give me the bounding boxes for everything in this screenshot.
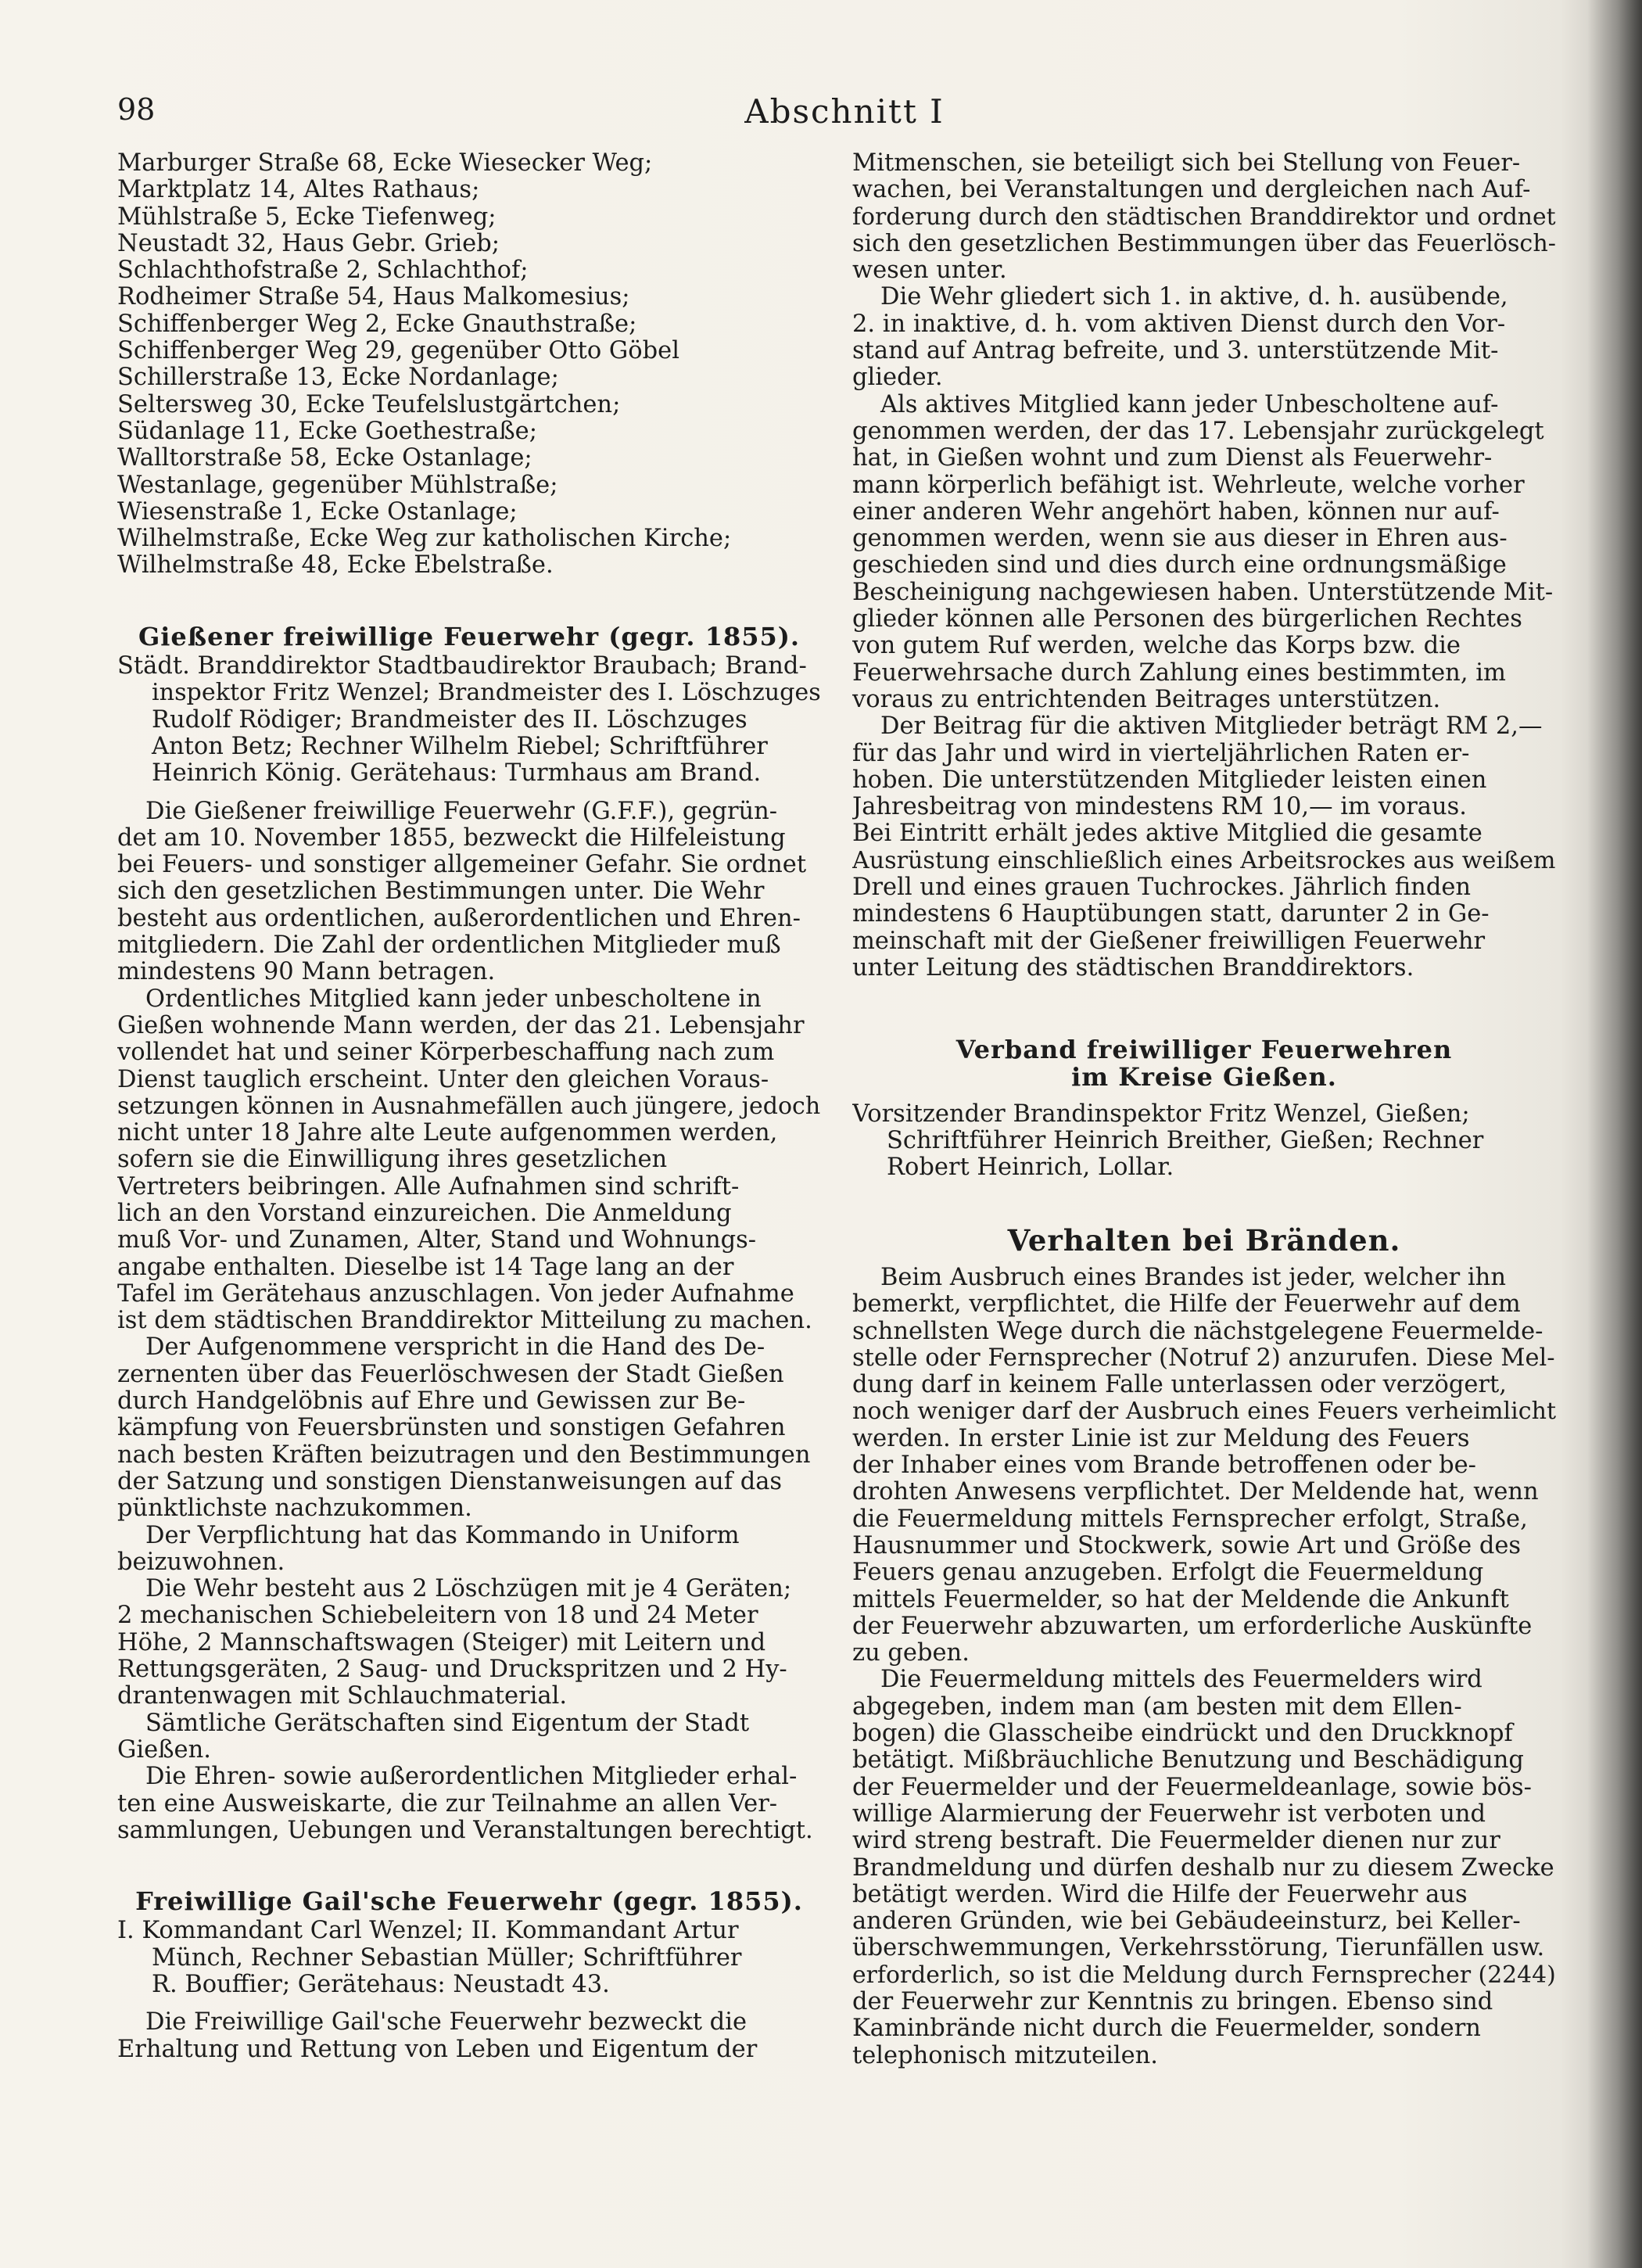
- paragraph-line: Als aktives Mitglied kann jeder Unbescholtene auf-: [880, 391, 1499, 418]
- paragraph-line: ten eine Ausweiskarte, die zur Teilnahme an allen Ver-: [117, 1790, 778, 1818]
- paragraph-line: glieder können alle Personen des bürgerlichen Rechtes: [852, 606, 1522, 633]
- paragraph-line: Rettungsgeräten, 2 Saug- und Druckspritzen und 2 Hy-: [117, 1656, 787, 1684]
- paragraph-line: durch Handgelöbnis auf Ehre und Gewissen zur Be-: [117, 1388, 746, 1416]
- officers-line: Robert Heinrich, Lollar.: [887, 1154, 1174, 1182]
- fire-alarm-address: Südanlage 11, Ecke Goethestraße;: [117, 418, 537, 445]
- paragraph-line: genommen werden, der das 17. Lebensjahr zurückgelegt: [852, 418, 1544, 445]
- paragraph-line: zernenten über das Feuerlöschwesen der Stadt Gießen: [117, 1361, 784, 1388]
- spacer: [852, 1090, 1556, 1101]
- paragraph-line: Vertreters beibringen. Alle Aufnahmen sind schrift-: [117, 1173, 740, 1200]
- paragraph-line: der Satzung und sonstigen Dienstanweisungen auf das: [117, 1468, 783, 1495]
- paragraph-line: telephonisch mitzuteilen.: [852, 2042, 1158, 2069]
- officers-line: Vorsitzender Brandinspektor Fritz Wenzel, Gießen;: [852, 1100, 1470, 1128]
- paragraph-line: sammlungen, Uebungen und Veranstaltungen berechtigt.: [117, 1817, 813, 1844]
- paragraph-line: der Feuerwehr abzuwarten, um erforderliche Auskünfte: [852, 1613, 1533, 1640]
- spacer: [852, 1182, 1556, 1227]
- spacer: [852, 981, 1556, 1036]
- paragraph-line: der Inhaber eines vom Brande betroffenen oder be-: [852, 1452, 1476, 1480]
- paragraph-line: Bei Eintritt erhält jedes aktive Mitglied die gesamte: [852, 820, 1482, 848]
- paragraph-line: pünktlichste nachzukommen.: [117, 1495, 472, 1523]
- officers-line: inspektor Fritz Wenzel; Brandmeister des I. Löschzuges: [152, 680, 821, 707]
- paragraph-line: sofern sie die Einwilligung ihres gesetzlichen: [117, 1147, 668, 1174]
- paragraph-line: schnellsten Wege durch die nächstgelegene Feuermelde-: [852, 1318, 1543, 1345]
- paragraph-line: nicht unter 18 Jahre alte Leute aufgenommen werden,: [117, 1120, 778, 1147]
- officers-line: Anton Betz; Rechner Wilhelm Riebel; Schriftführer: [152, 733, 768, 760]
- paragraph-line: unter Leitung des städtischen Branddirektors.: [852, 954, 1414, 981]
- paragraph-line: Ausrüstung einschließlich eines Arbeitsrockes aus weißem: [852, 847, 1556, 874]
- paragraph-line: drantenwagen mit Schlauchmaterial.: [117, 1683, 568, 1710]
- paragraph-line: werden. In erster Linie ist zur Meldung des Feuers: [852, 1425, 1470, 1452]
- paragraph-line: 2 mechanischen Schiebeleitern von 18 und 24 Meter: [117, 1602, 758, 1630]
- paragraph-line: mann körperlich befähigt ist. Wehrleute, welche vorher: [852, 472, 1525, 499]
- paragraph-line: Der Aufgenommene verspricht in die Hand des De-: [145, 1334, 765, 1362]
- paragraph-line: willige Alarmierung der Feuerwehr ist verboten und: [852, 1800, 1486, 1828]
- paragraph-line: Höhe, 2 Mannschaftswagen (Steiger) mit Leitern und: [117, 1629, 766, 1656]
- paragraph-line: bogen) die Glasscheibe eindrückt und den Druckknopf: [852, 1721, 1513, 1748]
- paragraph-line: Jahresbeitrag von mindestens RM 10,— im voraus.: [852, 794, 1467, 821]
- paragraph-line: wesen unter.: [852, 257, 1007, 285]
- paragraph-line: der Feuerwehr zur Kenntnis zu bringen. Ebenso sind: [852, 1989, 1493, 2015]
- spacer: [117, 788, 821, 798]
- paragraph-line: forderung durch den städtischen Branddirektor und ordnet: [852, 203, 1556, 231]
- fire-alarm-address: Wilhelmstraße 48, Ecke Ebelstraße.: [117, 552, 554, 580]
- paragraph-line: vollendet hat und seiner Körperbeschaffung nach zum: [117, 1039, 775, 1067]
- fire-alarm-address: Seltersweg 30, Ecke Teufelslustgärtchen;: [117, 391, 621, 418]
- paragraph-line: Dienst tauglich erscheint. Unter den gleichen Voraus-: [117, 1066, 769, 1093]
- officers-line: Schriftführer Heinrich Breither, Gießen; Rechner: [887, 1128, 1484, 1155]
- paragraph-line: Beim Ausbruch eines Brandes ist jeder, welcher ihn: [880, 1264, 1506, 1291]
- spacer: [117, 580, 821, 623]
- paragraph-line: Der Verpflichtung hat das Kommando in Uniform: [145, 1522, 740, 1549]
- paragraph-line: nach besten Kräften beizutragen und den Bestimmungen: [117, 1441, 811, 1469]
- fire-alarm-address: Schlachthofstraße 2, Schlachthof;: [117, 257, 529, 285]
- fire-alarm-address: Wilhelmstraße, Ecke Weg zur katholischen Kirche;: [117, 526, 732, 553]
- section-heading-verhalten: Verhalten bei Bränden.: [1007, 1222, 1401, 1258]
- paragraph-line: wachen, bei Veranstaltungen und dergleichen nach Auf-: [852, 177, 1531, 204]
- fire-alarm-address: Schillerstraße 13, Ecke Nordanlage;: [117, 364, 559, 392]
- officers-line: Städt. Branddirektor Stadtbaudirektor Braubach; Brand-: [117, 653, 807, 680]
- paragraph-line: Die Feuermeldung mittels des Feuermelders wird: [880, 1667, 1482, 1694]
- officers-line: Rudolf Rödiger; Brandmeister des II. Löschzuges: [152, 706, 748, 734]
- paragraph-line: Drell und eines grauen Tuchrockes. Jährlich finden: [852, 874, 1472, 902]
- fire-alarm-address: Marktplatz 14, Altes Rathaus;: [117, 177, 480, 204]
- paragraph-line: Die Freiwillige Gail'sche Feuerwehr bezweckt die: [145, 2009, 747, 2037]
- page-number: 98: [117, 92, 156, 127]
- paragraph-line: bei Feuers- und sonstiger allgemeiner Gefahr. Sie ordnet: [117, 852, 807, 879]
- fire-alarm-address: Marburger Straße 68, Ecke Wiesecker Weg;: [117, 150, 653, 177]
- running-head: Abschnitt I: [744, 92, 945, 131]
- officers-line: Münch, Rechner Sebastian Müller; Schriftführer: [152, 1944, 742, 1972]
- paragraph-line: wird streng bestraft. Die Feuermelder dienen nur zur: [852, 1828, 1500, 1855]
- paragraph-line: muß Vor- und Zunamen, Alter, Stand und Wohnungs-: [117, 1227, 757, 1254]
- paragraph-line: hoben. Die unterstützenden Mitglieder leisten einen: [852, 766, 1487, 794]
- section-heading-verband-line2: im Kreise Gießen.: [1071, 1061, 1337, 1092]
- paragraph-line: dung darf in keinem Falle unterlassen oder verzögert,: [852, 1372, 1507, 1399]
- paragraph-line: von gutem Ruf werden, welche das Korps bzw. die: [852, 633, 1461, 660]
- page-binding-shadow: [1587, 0, 1642, 2268]
- page-header: [117, 92, 1572, 139]
- officers-line: R. Bouffier; Gerätehaus: Neustadt 43.: [152, 1972, 610, 1998]
- paragraph-line: Gießen.: [117, 1736, 211, 1764]
- paragraph-line: überschwemmungen, Verkehrsstörung, Tierunfällen usw.: [852, 1935, 1545, 1962]
- paragraph-line: Erhaltung und Rettung von Leben und Eigentum der: [117, 2036, 758, 2063]
- paragraph-line: bemerkt, verpflichtet, die Hilfe der Feuerwehr auf dem: [852, 1291, 1521, 1319]
- fire-alarm-address: Mühlstraße 5, Ecke Tiefenweg;: [117, 203, 497, 231]
- paragraph-line: erforderlich, so ist die Meldung durch Fernsprecher (2244): [852, 1961, 1556, 1989]
- paragraph-line: Sämtliche Gerätschaften sind Eigentum der Stadt: [145, 1710, 750, 1737]
- paragraph-line: die Feuermeldung mittels Fernsprecher erfolgt, Straße,: [852, 1505, 1528, 1533]
- paragraph-line: Gießen wohnende Mann werden, der das 21. Lebensjahr: [117, 1012, 805, 1039]
- paragraph-line: Ordentliches Mitglied kann jeder unbescholtene in: [145, 985, 762, 1013]
- paragraph-line: Tafel im Gerätehaus anzuschlagen. Von jeder Aufnahme: [117, 1280, 794, 1308]
- paragraph-line: Der Beitrag für die aktiven Mitglieder beträgt RM 2,—: [880, 713, 1543, 741]
- paragraph-line: Die Gießener freiwillige Feuerwehr (G.F.F.), gegrün-: [145, 798, 778, 825]
- paragraph-line: genommen werden, wenn sie aus dieser in Ehren aus-: [852, 526, 1508, 553]
- paragraph-line: sich den gesetzlichen Bestimmungen über das Feuerlösch-: [852, 230, 1556, 257]
- paragraph-line: voraus zu entrichtenden Beitrages unterstützen.: [852, 686, 1441, 713]
- paragraph-line: setzungen können in Ausnahmefällen auch jüngere, jedoch: [117, 1093, 821, 1120]
- paragraph-line: kämpfung von Feuersbrünsten und sonstigen Gefahren: [117, 1415, 786, 1442]
- paragraph-line: Die Ehren- sowie außerordentlichen Mitglieder erhal-: [145, 1764, 798, 1791]
- paragraph-line: Hausnummer und Stockwerk, sowie Art und Größe des: [852, 1532, 1522, 1559]
- paragraph-line: mindestens 90 Mann betragen.: [117, 959, 496, 986]
- paragraph-line: 2. in inaktive, d. h. vom aktiven Dienst durch den Vor-: [852, 310, 1506, 338]
- fire-alarm-address: Rodheimer Straße 54, Haus Malkomesius;: [117, 284, 630, 311]
- paragraph-line: stand auf Antrag befreite, und 3. unterstützende Mit-: [852, 338, 1499, 365]
- paragraph-line: meinschaft mit der Gießener freiwilligen Feuerwehr: [852, 928, 1486, 955]
- paragraph-line: noch weniger darf der Ausbruch eines Feuers verheimlicht: [852, 1398, 1556, 1426]
- paragraph-line: Bescheinigung nachgewiesen haben. Unterstützende Mit-: [852, 579, 1554, 606]
- paragraph-line: angabe enthalten. Dieselbe ist 14 Tage lang an der: [117, 1254, 734, 1281]
- paragraph-line: hat, in Gießen wohnt und zum Dienst als Feuerwehr-: [852, 445, 1493, 472]
- fire-alarm-address: Wiesenstraße 1, Ecke Ostanlage;: [117, 498, 518, 526]
- paragraph-line: besteht aus ordentlichen, außerordentlichen und Ehren-: [117, 905, 801, 932]
- paragraph-line: Brandmeldung und dürfen deshalb nur zu diesem Zwecke: [852, 1854, 1554, 1882]
- paragraph-line: Mitmenschen, sie beteiligt sich bei Stellung von Feuer-: [852, 150, 1521, 177]
- fire-alarm-address: Schiffenberger Weg 29, gegenüber Otto Göbel: [117, 338, 679, 365]
- paragraph-line: Feuers genau anzugeben. Erfolgt die Feuermeldung: [852, 1559, 1484, 1587]
- section-heading-giessener: Gießener freiwillige Feuerwehr (gegr. 1855).: [138, 621, 801, 651]
- officers-line: I. Kommandant Carl Wenzel; II. Kommandant Artur: [117, 1918, 739, 1945]
- paragraph-line: mittels Feuermelder, so hat der Meldende die Ankunft: [852, 1586, 1509, 1613]
- paragraph-line: lich an den Vorstand einzureichen. Die Anmeldung: [117, 1200, 732, 1227]
- paragraph-line: betätigt werden. Wird die Hilfe der Feuerwehr aus: [852, 1881, 1468, 1908]
- paragraph-line: Die Wehr gliedert sich 1. in aktive, d. h. ausübende,: [880, 284, 1508, 311]
- section-heading-gailsche: Freiwillige Gail'sche Feuerwehr (gegr. 1855).: [135, 1886, 803, 1917]
- paragraph-line: Kaminbrände nicht durch die Feuermelder, sondern: [852, 2015, 1481, 2043]
- paragraph-line: glieder.: [852, 364, 943, 392]
- spacer: [117, 1844, 821, 1888]
- paragraph-line: abgegeben, indem man (am besten mit dem Ellen-: [852, 1693, 1462, 1721]
- paragraph-line: sich den gesetzlichen Bestimmungen unter. Die Wehr: [117, 878, 765, 906]
- officers-line: Heinrich König. Gerätehaus: Turmhaus am Brand.: [152, 760, 762, 788]
- paragraph-line: stelle oder Fernsprecher (Notruf 2) anzurufen. Diese Mel-: [852, 1344, 1555, 1372]
- paragraph-line: betätigt. Mißbräuchliche Benutzung und Beschädigung: [852, 1747, 1524, 1775]
- paragraph-line: geschieden sind und dies durch eine ordnungsmäßige: [852, 552, 1507, 580]
- paragraph-line: drohten Anwesens verpflichtet. Der Meldende hat, wenn: [852, 1479, 1539, 1506]
- right-column: [852, 150, 1556, 2069]
- paragraph-line: für das Jahr und wird in vierteljährlichen Raten er-: [852, 740, 1470, 767]
- paragraph-line: der Feuermelder und der Feuermeldeanlage, sowie bös-: [852, 1774, 1532, 1801]
- paragraph-line: mitgliedern. Die Zahl der ordentlichen Mitglieder muß: [117, 932, 781, 960]
- fire-alarm-address: Westanlage, gegenüber Mühlstraße;: [117, 472, 558, 499]
- paragraph-line: beizuwohnen.: [117, 1548, 285, 1576]
- paragraph-line: Feuerwehrsache durch Zahlung eines bestimmten, im: [852, 659, 1506, 687]
- paragraph-line: einer anderen Wehr angehört haben, können nur auf-: [852, 498, 1500, 526]
- fire-alarm-address: Walltorstraße 58, Ecke Ostanlage;: [117, 445, 532, 472]
- fire-alarm-address: Schiffenberger Weg 2, Ecke Gnauthstraße;: [117, 310, 637, 338]
- paragraph-line: mindestens 6 Hauptübungen statt, darunter 2 in Ge-: [852, 901, 1490, 928]
- paragraph-line: Die Wehr besteht aus 2 Löschzügen mit je 4 Geräten;: [145, 1576, 792, 1603]
- paragraph-line: anderen Gründen, wie bei Gebäudeeinsturz, bei Keller-: [852, 1908, 1521, 1936]
- paragraph-line: det am 10. November 1855, bezweckt die Hilfeleistung: [117, 824, 786, 852]
- section-heading-verband: Verband freiwilliger Feuerwehren: [955, 1035, 1453, 1065]
- spacer: [117, 1998, 821, 2009]
- fire-alarm-address: Neustadt 32, Haus Gebr. Grieb;: [117, 230, 500, 257]
- paragraph-line: zu geben.: [852, 1640, 970, 1667]
- paragraph-line: ist dem städtischen Branddirektor Mitteilung zu machen.: [117, 1308, 812, 1335]
- left-column: [117, 150, 821, 2063]
